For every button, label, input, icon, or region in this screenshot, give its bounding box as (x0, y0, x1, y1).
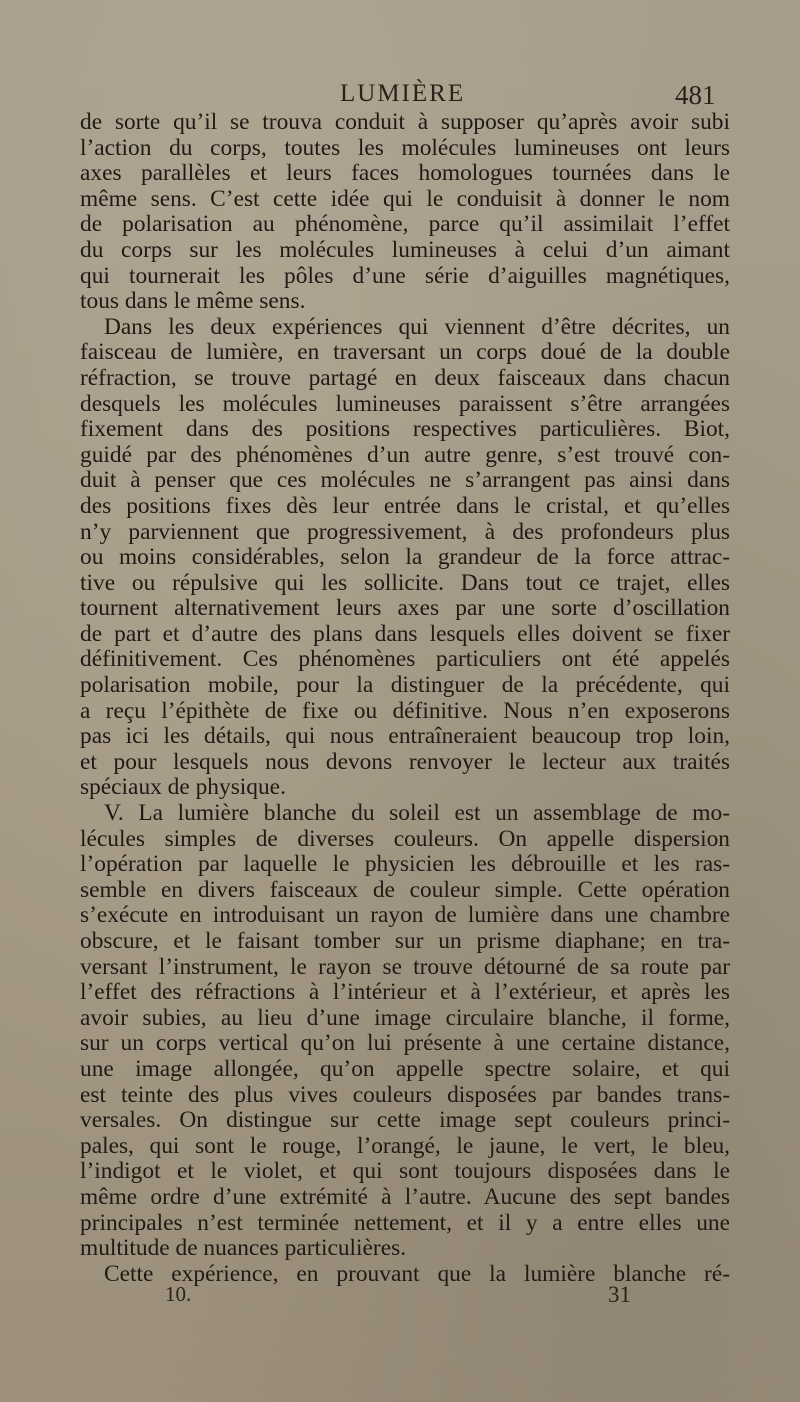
text-line: pales, qui sont le rouge, l’orangé, le jaune, le vert, le bleu, (80, 1133, 730, 1159)
text-line: du corps sur les molécules lumineuses à celui d’un aimant (80, 237, 730, 263)
text-line: des positions fixes dès leur entrée dans le cristal, et qu’elles (80, 493, 730, 519)
text-line: avoir subies, au lieu d’une image circulaire blanche, il forme, (80, 1005, 730, 1031)
text-line: l’effet des réfractions à l’intérieur et à l’extérieur, et après les (80, 980, 730, 1006)
text-line: l’opération par laquelle le physicien les débrouille et les ras- (80, 852, 730, 878)
text-line: est teinte des plus vives couleurs disposées par bandes trans- (80, 1082, 730, 1108)
text-line: Dans les deux expériences qui viennent d’être décrites, un (104, 314, 730, 340)
running-title: LUMIÈRE (340, 80, 466, 107)
text-line: même sens. C’est cette idée qui le conduisit à donner le nom (80, 186, 730, 212)
text-line: tous dans le même sens. (80, 289, 306, 315)
signature-mark: 10. (165, 1282, 192, 1306)
text-line: de sorte qu’il se trouva conduit à supposer qu’après avoir subi (80, 110, 730, 135)
text-line: fixement dans des positions respectives particulières. Biot, (80, 417, 730, 443)
page-header (0, 80, 800, 114)
text-line: semble en divers faisceaux de couleur simple. Cette opération (80, 877, 730, 903)
text-line: lécules simples de diverses couleurs. On appelle dispersion (80, 826, 730, 852)
page-footer (0, 1282, 800, 1312)
text-line: et pour lesquels nous devons renvoyer le lecteur aux traités (80, 749, 730, 775)
text-line: l’indigot et le violet, et qui sont toujours disposées dans le (80, 1159, 730, 1185)
text-line: principales n’est terminée nettement, et il y a entre elles une (80, 1210, 730, 1236)
text-line: pas ici les détails, qui nous entraîneraient beaucoup trop loin, (80, 724, 730, 750)
text-line: tive ou répulsive qui les sollicite. Dans tout ce trajet, elles (80, 570, 730, 596)
text-line: versant l’instrument, le rayon se trouve détourné de sa route par (80, 954, 730, 980)
text-line: desquels les molécules lumineuses paraissent s’être arrangées (80, 391, 730, 417)
text-line: s’exécute en introduisant un rayon de lumière dans une chambre (80, 903, 730, 929)
text-line: Cette expérience, en prouvant que la lumière blanche ré- (104, 1261, 730, 1287)
text-line: de polarisation au phénomène, parce qu’il assimilait l’effet (80, 212, 730, 238)
text-line: polarisation mobile, pour la distinguer de la précédente, qui (80, 673, 730, 699)
text-line: versales. On distingue sur cette image sept couleurs princi- (80, 1108, 730, 1134)
page-number: 481 (675, 80, 716, 110)
text-line: axes parallèles et leurs faces homologues tournées dans le (80, 161, 730, 187)
text-line: l’action du corps, toutes les molécules lumineuses ont leurs (80, 135, 730, 161)
text-line: obscure, et le faisant tomber sur un prisme diaphane; en tra- (80, 929, 730, 954)
text-line: définitivement. Ces phénomènes particuliers ont été appelés (80, 647, 730, 673)
text-line: n’y parviennent que progressivement, à des profondeurs plus (80, 519, 730, 545)
sheet-number: 31 (608, 1282, 631, 1307)
text-line: une image allongée, qu’on appelle spectre solaire, et qui (80, 1056, 730, 1082)
text-line: sur un corps vertical qu’on lui présente à une certaine distance, (80, 1031, 730, 1057)
body-text (80, 110, 730, 1287)
text-line: qui tournerait les pôles d’une série d’aiguilles magnétiques, (80, 263, 730, 289)
text-line: spéciaux de physique. (80, 775, 286, 801)
text-line: guidé par des phénomènes d’un autre genre, s’est trouvé con- (80, 442, 730, 468)
text-line: ou moins considérables, selon la grandeur de la force attrac- (80, 545, 730, 571)
text-line: duit à penser que ces molécules ne s’arrangent pas ainsi dans (80, 468, 730, 494)
text-line: faisceau de lumière, en traversant un corps doué de la double (80, 340, 730, 366)
text-line: multitude de nuances particulières. (80, 1236, 407, 1262)
text-line: réfraction, se trouve partagé en deux faisceaux dans chacun (80, 365, 730, 391)
text-line: tournent alternativement leurs axes par une sorte d’oscillation (80, 596, 730, 622)
text-line: a reçu l’épithète de fixe ou définitive. Nous n’en exposerons (80, 698, 730, 724)
text-line: de part et d’autre des plans dans lesquels elles doivent se fixer (80, 621, 730, 647)
text-line: V. La lumière blanche du soleil est un assemblage de mo- (104, 801, 730, 827)
text-line: même ordre d’une extrémité à l’autre. Aucune des sept bandes (80, 1184, 730, 1210)
